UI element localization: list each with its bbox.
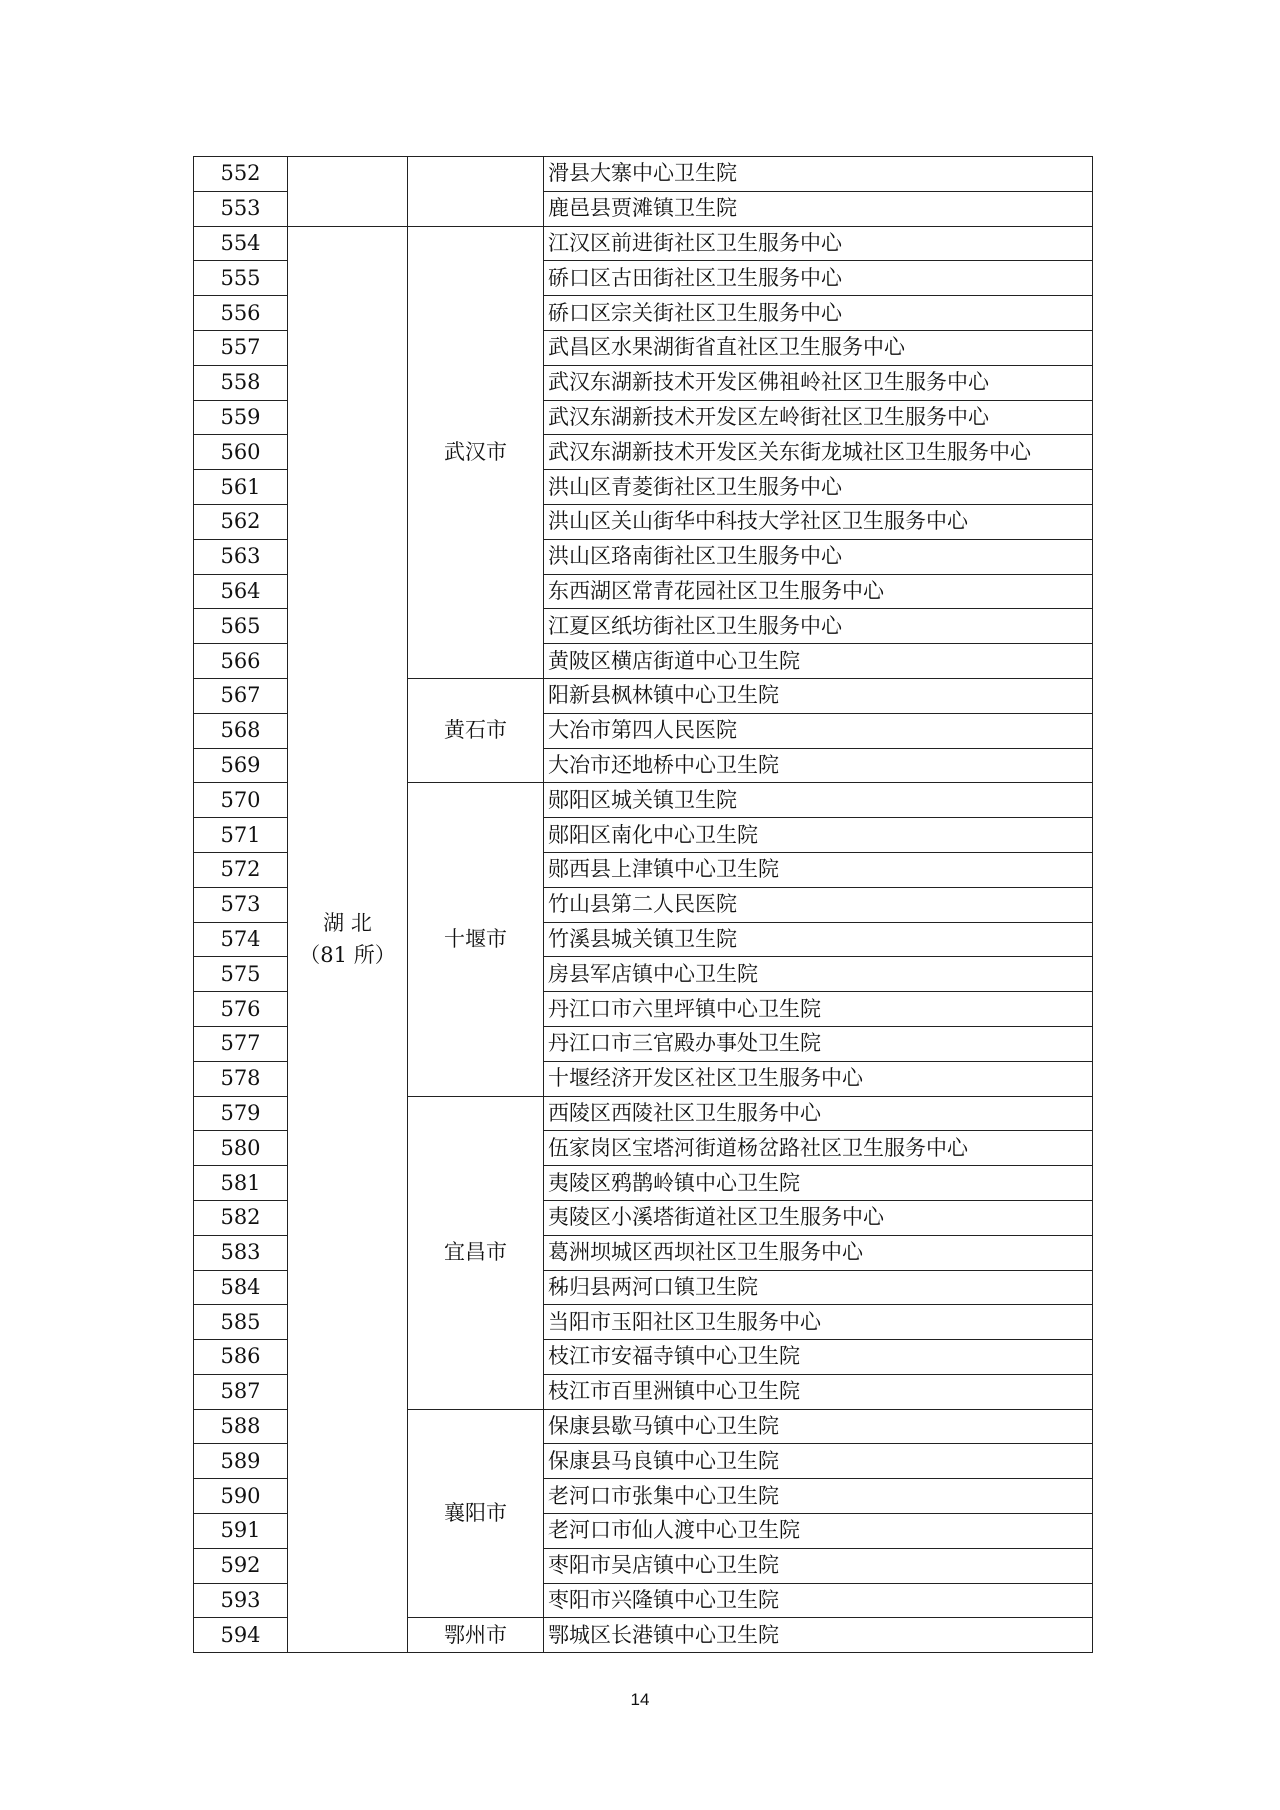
institution-name: 当阳市玉阳社区卫生服务中心 [544,1305,1093,1340]
institution-name: 房县军店镇中心卫生院 [544,957,1093,992]
row-number: 557 [194,330,288,365]
institution-name: 洪山区珞南街社区卫生服务中心 [544,539,1093,574]
city-cell: 十堰市 [408,783,544,1096]
row-number: 562 [194,504,288,539]
row-number: 566 [194,644,288,679]
institution-name: 枣阳市吴店镇中心卫生院 [544,1548,1093,1583]
row-number: 582 [194,1200,288,1235]
institution-name: 江夏区纸坊街社区卫生服务中心 [544,609,1093,644]
institution-name: 枝江市安福寺镇中心卫生院 [544,1340,1093,1375]
institution-name: 丹江口市六里坪镇中心卫生院 [544,992,1093,1027]
row-number: 554 [194,226,288,261]
institution-name: 秭归县两河口镇卫生院 [544,1270,1093,1305]
city-cell: 宜昌市 [408,1096,544,1409]
row-number: 568 [194,713,288,748]
institution-name: 夷陵区鸦鹊岭镇中心卫生院 [544,1166,1093,1201]
institution-name: 东西湖区常青花园社区卫生服务中心 [544,574,1093,609]
row-number: 585 [194,1305,288,1340]
row-number: 579 [194,1096,288,1131]
institution-name: 保康县马良镇中心卫生院 [544,1444,1093,1479]
institution-name: 洪山区关山街华中科技大学社区卫生服务中心 [544,504,1093,539]
institution-name: 武汉东湖新技术开发区佛祖岭社区卫生服务中心 [544,365,1093,400]
institution-name: 武汉东湖新技术开发区左岭街社区卫生服务中心 [544,400,1093,435]
institution-name: 滑县大寨中心卫生院 [544,157,1093,192]
institution-name: 阳新县枫林镇中心卫生院 [544,678,1093,713]
row-number: 584 [194,1270,288,1305]
city-cell [408,157,544,227]
row-number: 588 [194,1409,288,1444]
row-number: 571 [194,818,288,853]
institution-name: 竹山县第二人民医院 [544,887,1093,922]
institution-name: 武汉东湖新技术开发区关东街龙城社区卫生服务中心 [544,435,1093,470]
row-number: 583 [194,1235,288,1270]
table-body [194,157,1093,1653]
row-number: 587 [194,1374,288,1409]
institution-name: 丹江口市三官殿办事处卫生院 [544,1026,1093,1061]
institution-name: 十堰经济开发区社区卫生服务中心 [544,1061,1093,1096]
institution-name: 枣阳市兴隆镇中心卫生院 [544,1583,1093,1618]
row-number: 590 [194,1479,288,1514]
row-number: 594 [194,1618,288,1653]
row-number: 563 [194,539,288,574]
row-number: 576 [194,992,288,1027]
row-number: 573 [194,887,288,922]
row-number: 553 [194,191,288,226]
institution-name: 硚口区宗关街社区卫生服务中心 [544,296,1093,331]
row-number: 559 [194,400,288,435]
row-number: 556 [194,296,288,331]
row-number: 580 [194,1131,288,1166]
institution-table [193,156,1093,1653]
city-cell: 黄石市 [408,678,544,782]
row-number: 565 [194,609,288,644]
institution-name: 大冶市还地桥中心卫生院 [544,748,1093,783]
province-cell [288,157,408,227]
row-number: 575 [194,957,288,992]
table-row [194,157,1093,192]
row-number: 567 [194,678,288,713]
province-cell [288,226,408,1653]
institution-name: 鄂城区长港镇中心卫生院 [544,1618,1093,1653]
row-number: 592 [194,1548,288,1583]
city-cell: 襄阳市 [408,1409,544,1618]
province-name: 湖 北 [323,910,372,935]
row-number: 578 [194,1061,288,1096]
institution-name: 葛洲坝城区西坝社区卫生服务中心 [544,1235,1093,1270]
institution-name: 黄陂区横店街道中心卫生院 [544,644,1093,679]
table-row [194,226,1093,261]
row-number: 570 [194,783,288,818]
city-cell: 武汉市 [408,226,544,678]
institution-name: 硚口区古田街社区卫生服务中心 [544,261,1093,296]
row-number: 593 [194,1583,288,1618]
institution-name: 郧阳区南化中心卫生院 [544,818,1093,853]
row-number: 586 [194,1340,288,1375]
institution-name: 老河口市张集中心卫生院 [544,1479,1093,1514]
institution-name: 夷陵区小溪塔街道社区卫生服务中心 [544,1200,1093,1235]
row-number: 555 [194,261,288,296]
row-number: 569 [194,748,288,783]
institution-name: 鹿邑县贾滩镇卫生院 [544,191,1093,226]
city-cell: 鄂州市 [408,1618,544,1653]
institution-name: 竹溪县城关镇卫生院 [544,922,1093,957]
institution-name: 保康县歇马镇中心卫生院 [544,1409,1093,1444]
row-number: 564 [194,574,288,609]
row-number: 572 [194,852,288,887]
institution-name: 洪山区青菱街社区卫生服务中心 [544,470,1093,505]
institution-name: 老河口市仙人渡中心卫生院 [544,1514,1093,1549]
row-number: 577 [194,1026,288,1061]
institution-name: 枝江市百里洲镇中心卫生院 [544,1374,1093,1409]
row-number: 561 [194,470,288,505]
institution-name: 伍家岗区宝塔河街道杨岔路社区卫生服务中心 [544,1131,1093,1166]
row-number: 574 [194,922,288,957]
page-number: 14 [630,1690,650,1709]
row-number: 560 [194,435,288,470]
row-number: 589 [194,1444,288,1479]
institution-name: 郧西县上津镇中心卫生院 [544,852,1093,887]
institution-name: 大冶市第四人民医院 [544,713,1093,748]
row-number: 581 [194,1166,288,1201]
institution-name: 江汉区前进街社区卫生服务中心 [544,226,1093,261]
row-number: 552 [194,157,288,192]
province-count: （81 所） [299,943,396,968]
institution-name: 武昌区水果湖街省直社区卫生服务中心 [544,330,1093,365]
institution-name: 郧阳区城关镇卫生院 [544,783,1093,818]
row-number: 558 [194,365,288,400]
row-number: 591 [194,1514,288,1549]
institution-name: 西陵区西陵社区卫生服务中心 [544,1096,1093,1131]
